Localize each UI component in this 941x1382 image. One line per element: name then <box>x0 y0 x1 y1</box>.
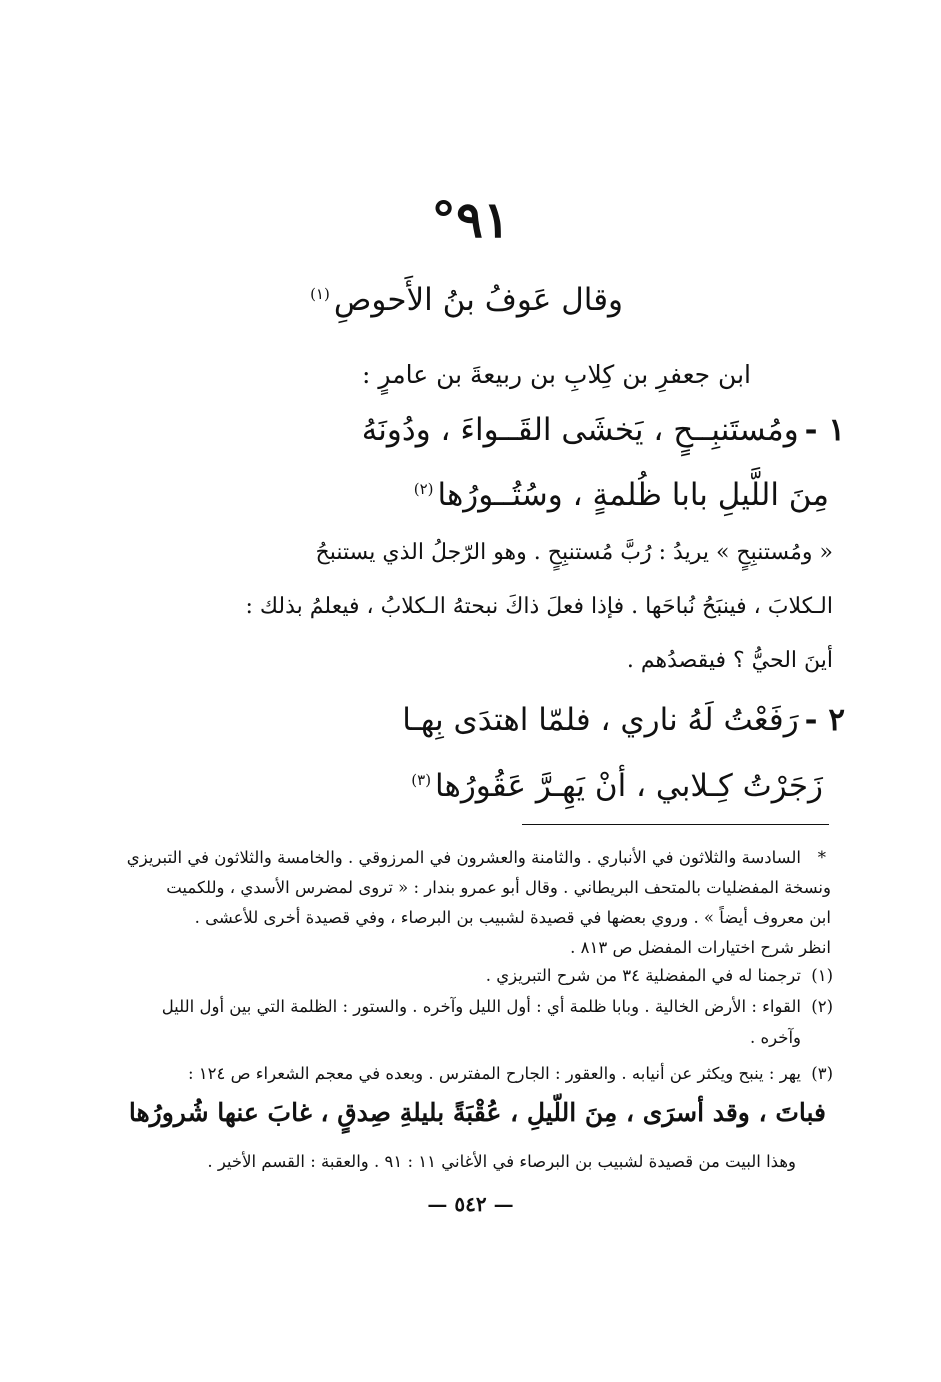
footnote-2-line: القواء : الأرض الخالية . وبابا ظلمة أي : أول الليل وآخره . والستور : الظلمة التي بين أول الليل <box>161 997 801 1016</box>
footnote-3-closing-line: وهذا البيت من قصيدة لشبيب بن البرصاء في الأغاني ١١ : ٩١ . والعقبة : القسم الأخير . <box>207 1152 796 1171</box>
footnote-star-line: ابن معروف أيضاً » . وروي بعضها في قصيدة لشبيب بن البرصاء ، وفي قصيدة أخرى للأعشى . <box>194 908 831 927</box>
poem-number: ٩١° <box>431 190 510 249</box>
verse-1-second-text: مِنَ اللَّيلِ بابا ظُلمةٍ ، وسُتُــورُها <box>437 477 829 513</box>
verse-2-second-text: زَجَرْتُ كِـلابي ، أنْ يَهِـرَّ عَقُورُها <box>435 768 823 804</box>
footnote-star-line: السادسة والثلاثون في الأنباري . والثامنة والعشرون في المرزوقي . والخامسة والثلاثون في التبريزي <box>126 848 801 867</box>
verse-1-number: ١ - <box>804 412 845 448</box>
footnote-3-marker: (٣) <box>811 1064 833 1083</box>
commentary-line: « ومُستنبِحٍ » يريدُ : رُبَّ مُستنبِحٍ . وهو الرّجلُ الذي يستنبحُ <box>315 540 833 565</box>
verse-2-number: ٢ - <box>804 702 845 738</box>
poem-title <box>310 282 623 318</box>
footnote-star-marker: * <box>817 848 826 867</box>
verse-2-second-hemistich <box>411 768 823 804</box>
poet-lineage: ابن جعفرِ بن كِلابِ بن ربيعةَ بن عامرٍ : <box>362 360 751 389</box>
verse-2-first-text: رَفَعْتُ لَهُ ناري ، فلمّا اهتدَى بِهـا <box>402 702 799 738</box>
commentary-line: الـكلابَ ، فينبَحُ نُباحَها . فإذا فعلَ ذاكَ نبحتهُ الـكلابُ ، فيعلمُ بذلك : <box>245 594 833 619</box>
title-footnote-marker: (١) <box>310 284 330 303</box>
verse-2-footnote-marker: (٣) <box>411 770 432 789</box>
footnote-2-line: وآخره . <box>750 1028 801 1047</box>
footnote-1-marker: (١) <box>811 966 833 985</box>
verse-1-first-hemistich <box>362 412 845 448</box>
footnote-star-line: انظر شرح اختيارات المفضل ص ٨١٣ . <box>570 938 831 957</box>
page-number: — ٥٤٢ — <box>427 1192 514 1216</box>
footnote-2-marker: (٢) <box>811 997 833 1016</box>
verse-1-footnote-marker: (٢) <box>413 479 434 498</box>
footnote-3-text: يهر : ينبح ويكثر عن أنيابه . والعقور : الجارح المفترس . وبعده في معجم الشعراء ص ١٢٤ : <box>187 1064 801 1083</box>
footnote-divider <box>522 824 829 825</box>
footnote-1-text: ترجمنا له في المفضلية ٣٤ من شرح التبريزي . <box>485 966 801 985</box>
poem-title-text: وقال عَوفُ بنُ الأَحوصِ <box>333 282 623 318</box>
commentary-line: أينَ الحيُّ ؟ فيقصدُهم . <box>626 648 833 673</box>
verse-2-first-hemistich <box>402 702 845 738</box>
verse-1-second-hemistich <box>414 477 829 513</box>
footnote-star-line: ونسخة المفضليات بالمتحف البريطاني . وقال أبو عمرو بندار : « تروى لمضرس الأسدي ، وللكميت <box>166 878 831 897</box>
footnote-3-quoted-verse: فباتَ ، وقد أسرَى ، مِنَ اللّيلِ ، عُقْبَةً بليلةِ صِدقٍ ، غابَ عنها شُرورُها <box>128 1098 826 1127</box>
verse-1-first-text: ومُستَنبِــحٍ ، يَخشَى القَــواءَ ، ودُونَهُ <box>361 412 799 448</box>
